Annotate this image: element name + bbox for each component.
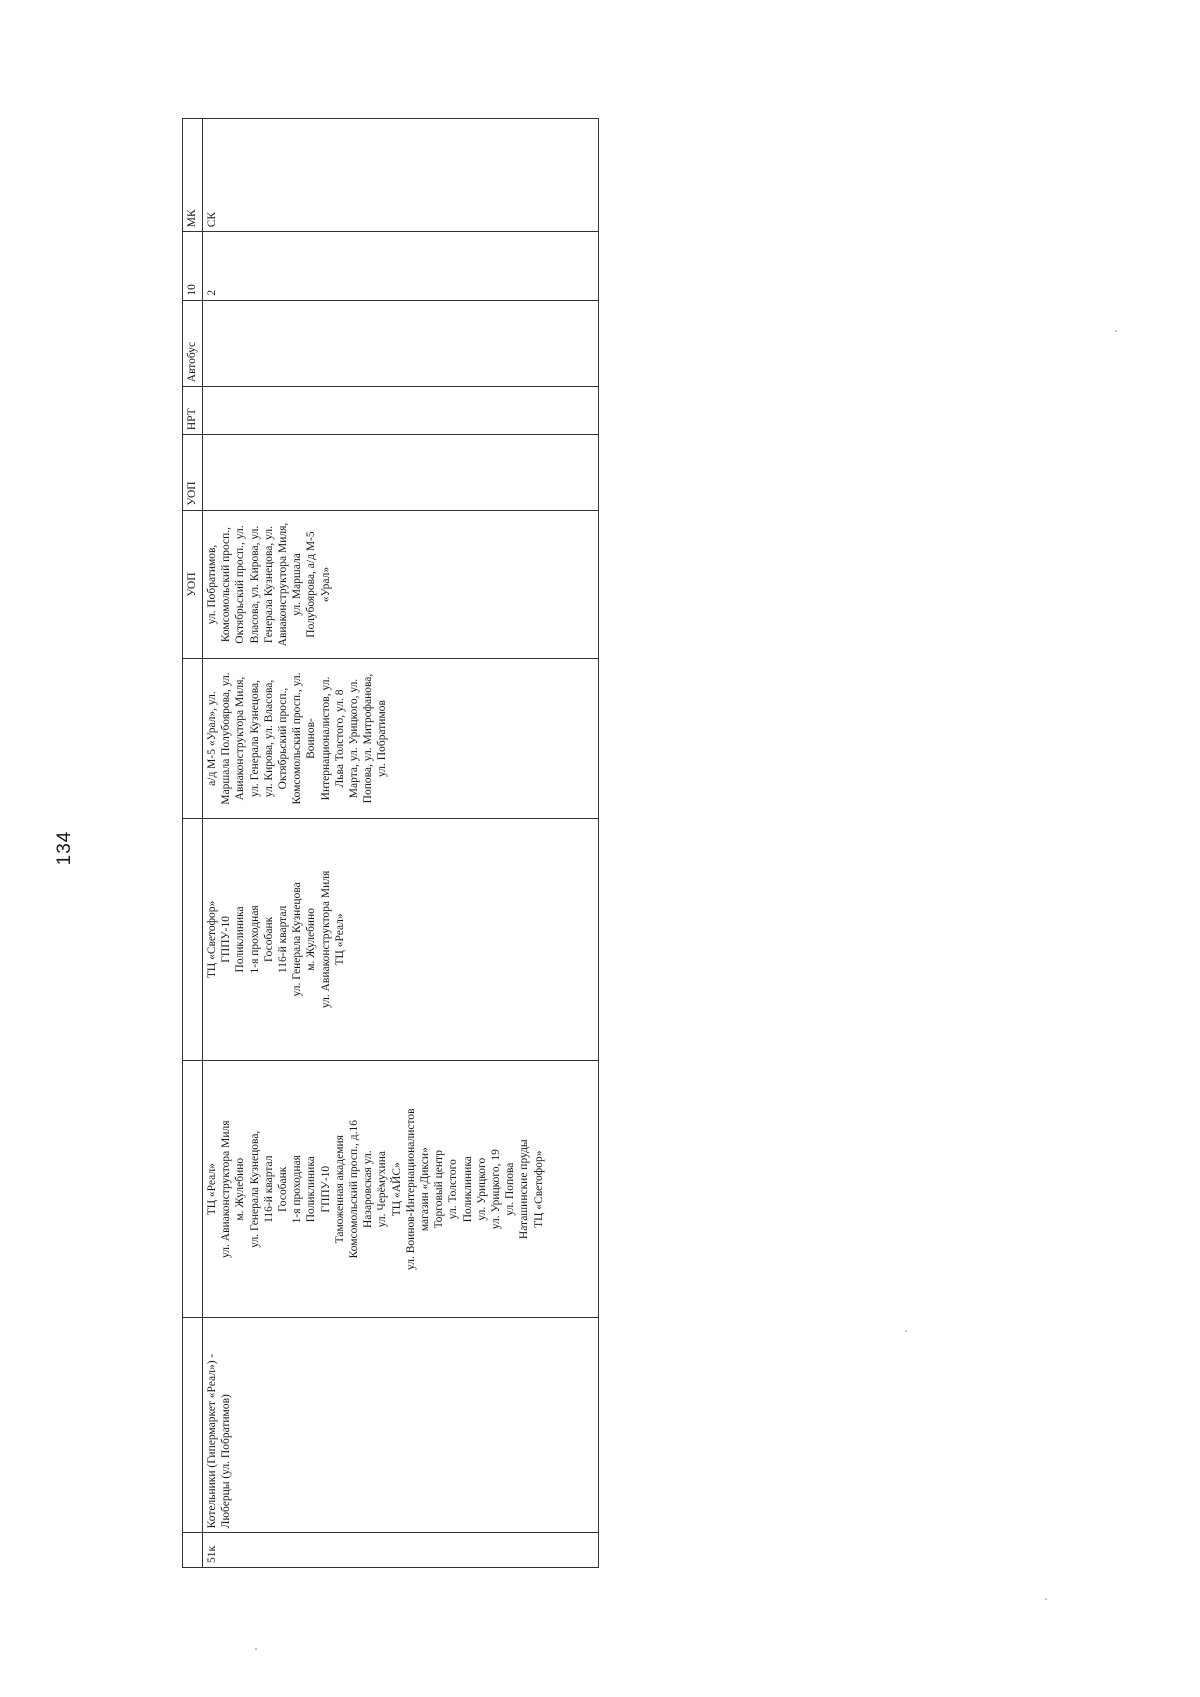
- cell-transport-type: [203, 300, 599, 387]
- page-number: 134: [54, 830, 75, 866]
- list-line: Комсомольский просп.,: [220, 526, 233, 643]
- list-line: Власова, ул. Кирова, ул.: [248, 525, 261, 644]
- list-line: Наташинские пруды: [518, 1139, 531, 1240]
- list-line: Льва Толстого, ул. 8: [333, 689, 346, 788]
- list-line: м. Жулебино: [234, 1157, 247, 1221]
- cell-streets-forward: [203, 659, 599, 818]
- rotated-table-wrapper: [182, 118, 599, 1568]
- list-line: 116-й квартал: [262, 1155, 275, 1223]
- header-cell-route-number: [183, 1533, 203, 1568]
- list-line: Интернационалистов, ул.: [319, 676, 332, 801]
- list-line: ул. Побратимов: [376, 700, 389, 777]
- list-line: Поликлиника: [461, 1156, 474, 1223]
- list-line: м. Жулебино: [305, 908, 318, 971]
- list-line: ул. Генерала Кузнецова,: [248, 1130, 261, 1248]
- header-cell-stops-forward: [183, 1061, 203, 1318]
- list-line: ул. Генерала Кузнецова,: [248, 679, 261, 798]
- cell-vehicle-type: СК: [203, 119, 599, 232]
- list-line: Торговый центр: [433, 1150, 446, 1229]
- list-line: ул. Черёмухина: [376, 1151, 389, 1228]
- list-line: ТЦ «Светофор»: [206, 900, 218, 979]
- cell-route-name: Котельники (Гипермаркет «Реал») - Люберцы (ул. Побратимов): [203, 1318, 599, 1533]
- header-cell-transport-type: Автобус: [183, 300, 203, 387]
- list-line: Генерала Кузнецова, ул.: [262, 526, 275, 644]
- list-line: ГППУ-10: [319, 1165, 332, 1213]
- cell-streets-backward: [203, 510, 599, 659]
- list-line: ТЦ «Светофор»: [532, 1150, 545, 1228]
- list-line: Воинов-: [305, 718, 318, 759]
- cell-stops-backward: [203, 818, 599, 1061]
- header-cell-streets-backward: УОП: [183, 510, 203, 659]
- table-header-row: [183, 119, 203, 1568]
- list-line: Комсомольский просп., ул.: [291, 672, 304, 805]
- list-line: ул. Воинов-Интернационалистов: [404, 1108, 417, 1270]
- list-line: ТЦ «АЙС»: [390, 1162, 403, 1217]
- list-line: 116-й квартал: [277, 905, 290, 974]
- list-line: Комсомольский просп., д.16: [348, 1120, 361, 1259]
- header-cell-streets-forward: [183, 659, 203, 818]
- header-cell-vehicle-class: 10: [183, 232, 203, 300]
- list-line: магазин «Дикси»: [419, 1147, 432, 1232]
- list-line: ул. Авиаконструктора Миля: [319, 870, 332, 1009]
- list-line: Авиаконструктора Миля,: [234, 676, 247, 801]
- route-table: [182, 118, 599, 1568]
- list-line: Гособанк: [277, 1166, 290, 1212]
- list-line: ул. Маршала: [291, 553, 304, 616]
- cell-nrt: [203, 387, 599, 435]
- header-cell-uop: УОП: [183, 435, 203, 510]
- cell-stops-forward: [203, 1061, 599, 1318]
- scan-speck: [255, 1648, 257, 1650]
- header-cell-vehicle-type: МК: [183, 119, 203, 232]
- scan-speck: [905, 1330, 907, 1332]
- table-row: [203, 119, 599, 1568]
- header-cell-nrt: НРТ: [183, 387, 203, 435]
- list-line: Маршала Полубоярова, ул.: [220, 672, 233, 805]
- list-line: Полубоярова, а/д М-5: [305, 531, 318, 638]
- list-line: ТЦ «Реал»: [333, 913, 346, 966]
- list-line: ул. Побратимов,: [206, 544, 218, 625]
- list-line: ул. Авиаконструктора Миля: [220, 1120, 233, 1258]
- list-line: Таможенная академия: [333, 1135, 346, 1244]
- list-line: а/д М-5 «Урал», ул.: [206, 691, 218, 786]
- list-line: 1-я проходная: [291, 1155, 304, 1224]
- list-line: ул. Урицкого, 19: [490, 1149, 503, 1230]
- header-cell-route-name: [183, 1318, 203, 1533]
- list-line: ул. Генерала Кузнецова: [291, 882, 304, 997]
- list-line: Поликлиника: [305, 1156, 318, 1223]
- cell-uop: [203, 435, 599, 510]
- scan-speck: [1115, 330, 1117, 332]
- header-cell-stops-backward: [183, 818, 203, 1061]
- list-line: ГППУ-10: [220, 916, 233, 963]
- list-line: Поликлиника: [234, 906, 247, 973]
- list-line: 1-я проходная: [248, 905, 261, 974]
- list-line: Марта, ул. Урицкого, ул.: [348, 678, 361, 799]
- list-line: Назаровская ул.: [362, 1150, 375, 1228]
- list-line: Октябрьский просп., ул.: [234, 525, 247, 644]
- list-line: ТЦ «Реал»: [206, 1163, 218, 1216]
- list-line: Попова, ул. Митрофанова,: [362, 673, 375, 804]
- list-line: ул. Урицкого: [475, 1157, 488, 1221]
- list-line: ул. Кирова, ул. Власова,: [262, 679, 275, 798]
- list-line: Октябрьский просп.,: [277, 687, 290, 790]
- list-line: Гособанк: [262, 916, 275, 963]
- list-line: ул. Толстого: [447, 1159, 460, 1220]
- list-line: «Урал»: [319, 566, 332, 603]
- cell-route-number: 51к: [203, 1533, 599, 1568]
- scan-speck: [1045, 1598, 1047, 1600]
- list-line: Авиаконструктора Миля,: [277, 522, 290, 647]
- list-line: ул. Попова: [504, 1162, 517, 1216]
- cell-vehicle-class: 2: [203, 232, 599, 300]
